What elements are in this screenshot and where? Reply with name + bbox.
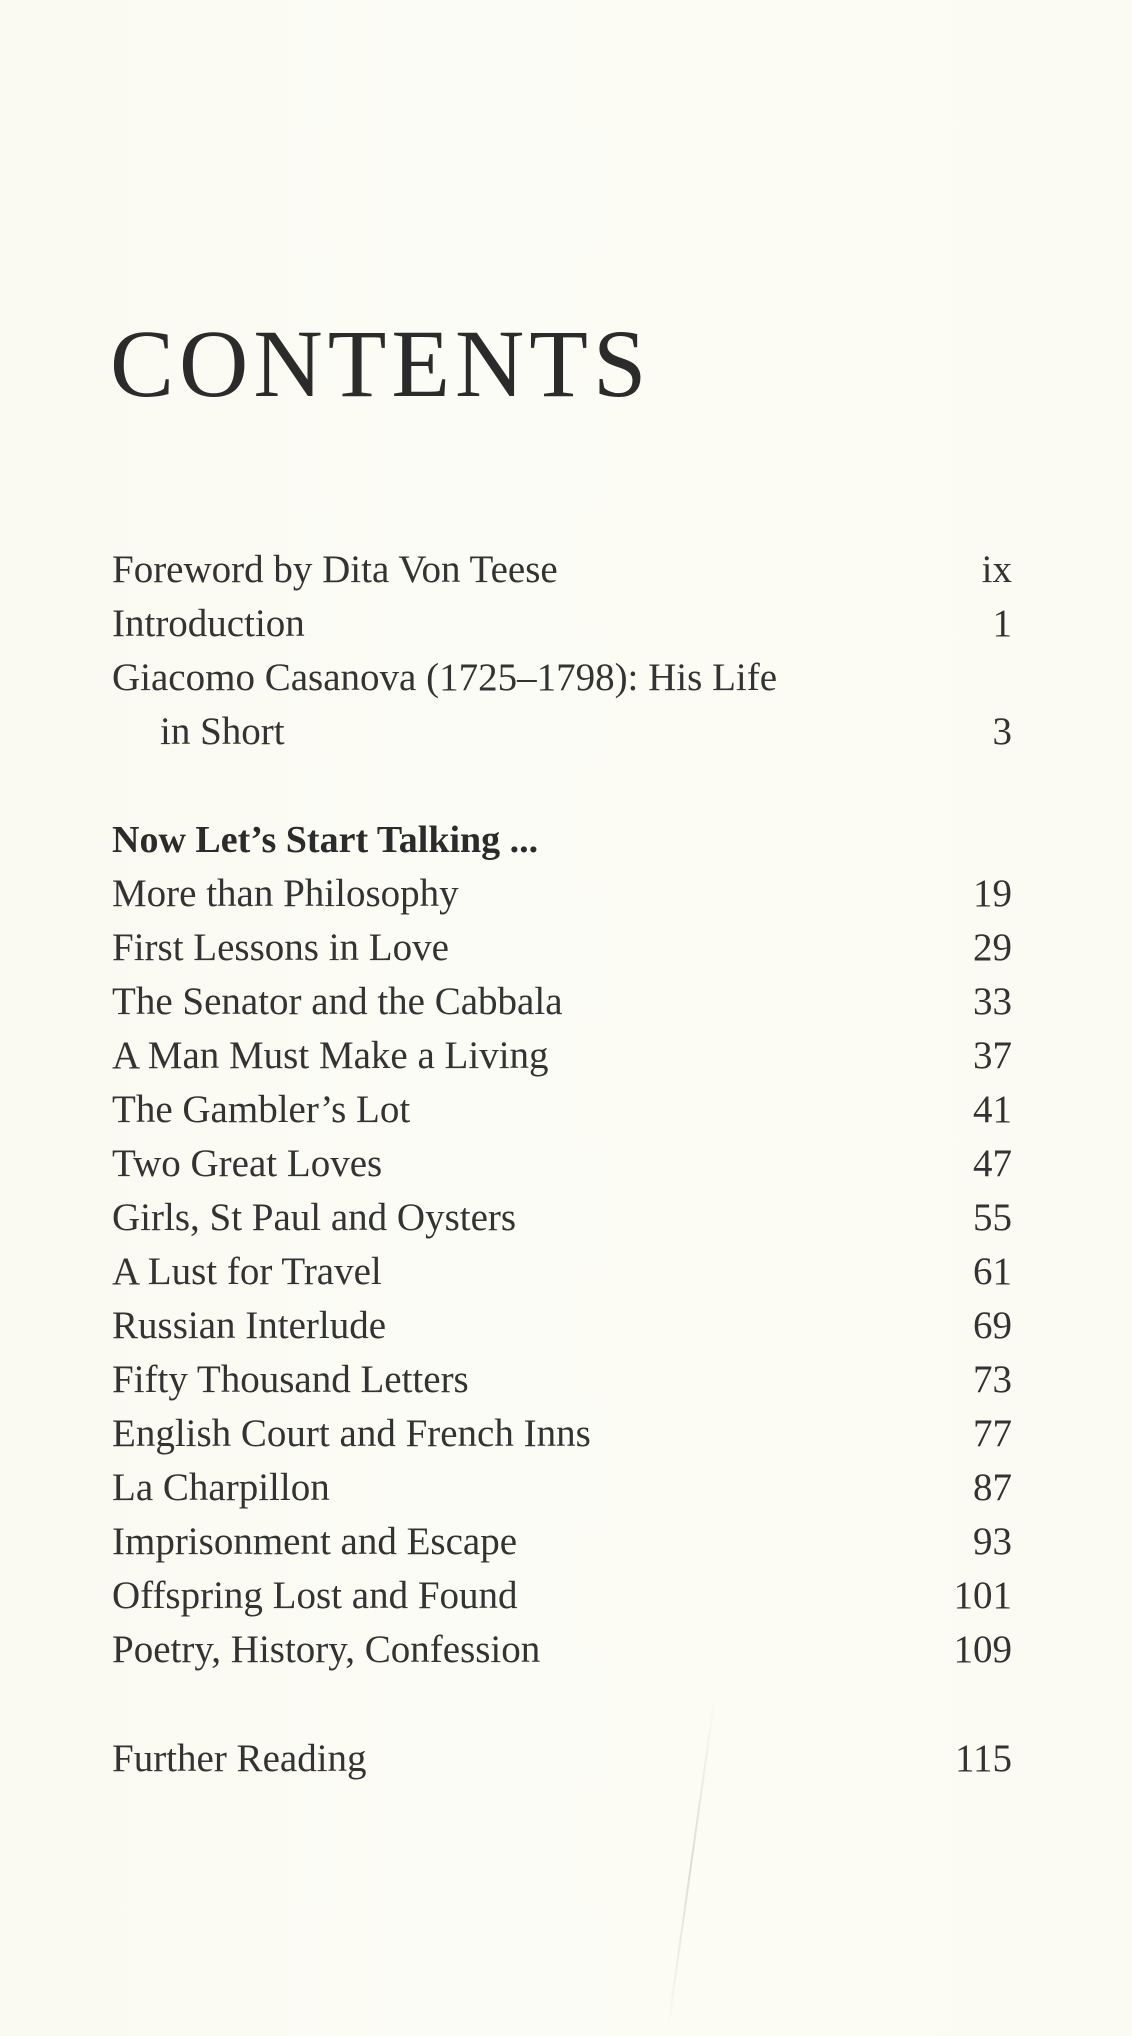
toc-entry-page: 37 <box>973 1034 1012 1077</box>
toc-entry-page: 69 <box>973 1304 1012 1347</box>
toc-entry-introduction <box>112 597 1012 651</box>
toc-entry-page: 109 <box>953 1628 1012 1671</box>
toc-entry-title: The Gambler’s Lot <box>112 1088 411 1131</box>
toc-entry-page: 1 <box>992 602 1012 645</box>
toc-entry <box>112 921 1012 975</box>
toc-entry-page: 115 <box>954 1737 1012 1780</box>
toc-entry <box>112 1461 1012 1515</box>
section-heading: Now Let’s Start Talking ... <box>112 819 539 861</box>
toc-entry-page: 73 <box>973 1358 1012 1401</box>
toc-entry-page: 33 <box>973 980 1012 1023</box>
toc-entry-title: Poetry, History, Confession <box>112 1628 541 1671</box>
toc-entry-page: 29 <box>973 926 1012 969</box>
toc-entry <box>112 1569 1012 1623</box>
toc-entry-title: More than Philosophy <box>112 872 459 915</box>
toc-entry-page: 101 <box>953 1574 1012 1617</box>
toc-entry-title: Russian Interlude <box>112 1304 387 1347</box>
toc-entry <box>112 1515 1012 1569</box>
toc-entry <box>112 1191 1012 1245</box>
toc-entry-page: 41 <box>973 1088 1012 1131</box>
toc-entry-title: Imprisonment and Escape <box>112 1520 518 1563</box>
toc-entry-page: 93 <box>973 1520 1012 1563</box>
toc-entry-title: A Man Must Make a Living <box>112 1034 549 1077</box>
toc-entry-page: 87 <box>973 1466 1012 1509</box>
toc-entry <box>112 867 1012 921</box>
toc-entry-page: 47 <box>973 1142 1012 1185</box>
toc-entry-life-in-short <box>112 651 1012 705</box>
toc-entry-page: 19 <box>973 872 1012 915</box>
toc-entry <box>112 975 1012 1029</box>
toc-entry <box>112 1137 1012 1191</box>
toc-entry-title: Further Reading <box>112 1737 367 1780</box>
toc-entry-title: Giacomo Casanova (1725–1798): His Life <box>112 656 778 699</box>
toc-entry-title: A Lust for Travel <box>112 1250 382 1293</box>
toc-entry-title: Fifty Thousand Letters <box>112 1358 469 1401</box>
toc-entry-page: ix <box>981 548 1012 591</box>
toc-entry-title-continuation: in Short <box>160 710 285 753</box>
toc-entry-title: La Charpillon <box>112 1466 330 1509</box>
toc-entry-title: Two Great Loves <box>112 1142 383 1185</box>
toc-entry <box>112 1623 1012 1677</box>
toc-entry-foreword <box>112 543 1012 597</box>
toc-entry <box>112 1353 1012 1407</box>
toc-entry <box>112 1245 1012 1299</box>
toc-entry <box>112 1299 1012 1353</box>
toc-entry-page: 55 <box>973 1196 1012 1239</box>
toc-entry-title: First Lessons in Love <box>112 926 449 969</box>
toc-entry-page: 61 <box>973 1250 1012 1293</box>
toc-entry-title: Offspring Lost and Found <box>112 1574 518 1617</box>
toc-entry <box>112 1029 1012 1083</box>
toc-entry-title: Girls, St Paul and Oysters <box>112 1196 517 1239</box>
toc-entry-title: English Court and French Inns <box>112 1412 591 1455</box>
toc-entry <box>112 1083 1012 1137</box>
page-title: CONTENTS <box>110 310 652 418</box>
toc-entry-life-in-short-continuation <box>112 705 1012 759</box>
toc-entry-page: 3 <box>992 710 1012 753</box>
toc-entry-title: Foreword by Dita Von Teese <box>112 548 558 591</box>
toc-entry-page: 77 <box>973 1412 1012 1455</box>
toc-entry <box>112 1407 1012 1461</box>
toc-entry-title: The Senator and the Cabbala <box>112 980 563 1023</box>
toc-entry-further-reading <box>112 1732 1012 1786</box>
toc-entry-title: Introduction <box>112 602 305 645</box>
